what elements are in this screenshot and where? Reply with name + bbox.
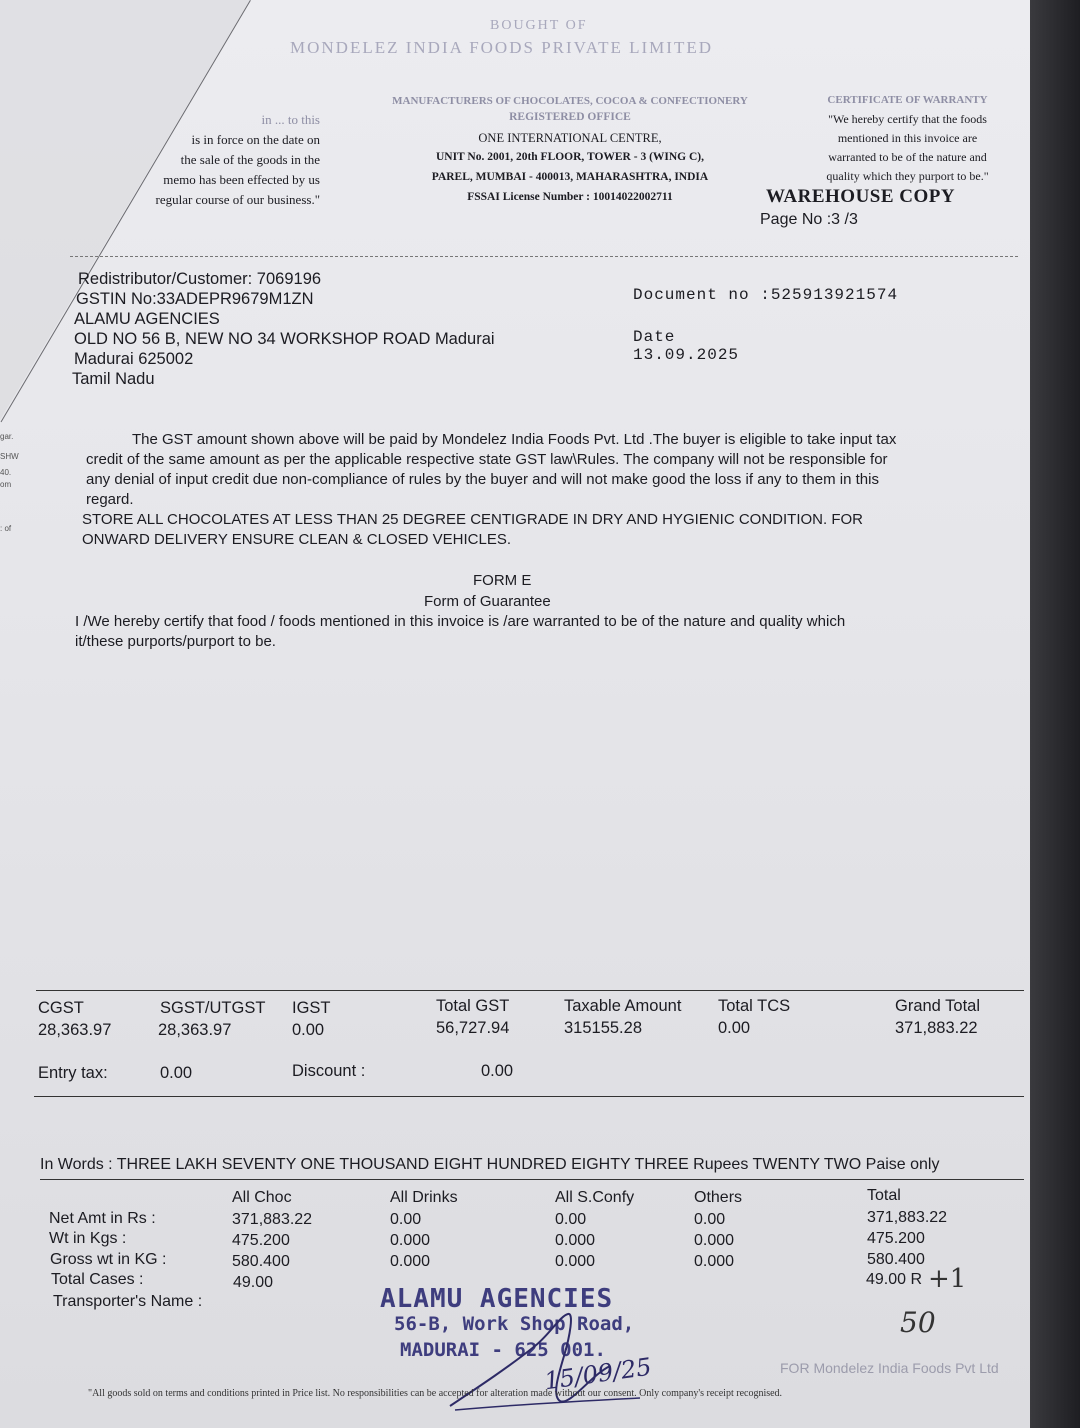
customer-gstin: GSTIN No:33ADEPR9679M1ZN [76, 290, 314, 308]
unit-line: UNIT No. 2001, 20th FLOOR, TOWER - 3 (WING C), [435, 151, 705, 163]
summary-cell: 0.000 [555, 1253, 596, 1270]
summary-cell: 0.000 [694, 1253, 735, 1270]
transporter-label: Transporter's Name : [53, 1293, 203, 1310]
summary-cell: 371,883.22 [232, 1211, 313, 1228]
header-total-gst: Total GST [436, 997, 510, 1015]
warranty-line: warranted to be of the nature and [828, 150, 987, 164]
warranty-left-line: is in force on the date on [191, 132, 320, 147]
value-sgst: 28,363.97 [158, 1021, 232, 1039]
cropped-margin-text: om [0, 480, 12, 489]
summary-col-header: All S.Confy [555, 1189, 635, 1206]
summary-cell: 371,883.22 [867, 1209, 948, 1226]
summary-row-label: Wt in Kgs : [49, 1230, 127, 1247]
storage-note-line: ONWARD DELIVERY ENSURE CLEAN & CLOSED VEHICLES. [82, 531, 512, 548]
amount-in-words: In Words : THREE LAKH SEVENTY ONE THOUSAND EIGHT HUNDRED EIGHTY THREE Rupees TWENTY TWO Paise only [40, 1156, 940, 1173]
guarantee-line: I /We hereby certify that food / foods mentioned in this invoice is /are warranted to be of the nature and quality which [75, 613, 846, 630]
summary-cell: 580.400 [232, 1253, 290, 1270]
summary-cell: 475.200 [232, 1232, 290, 1249]
customer-state: Tamil Nadu [72, 370, 155, 388]
cropped-margin-text: gar. [0, 432, 14, 441]
summary-col-header: All Drinks [390, 1189, 458, 1206]
value-grand-total: 371,883.22 [895, 1019, 978, 1037]
stamp-name: ALAMU AGENCIES [380, 1284, 614, 1314]
cropped-margin-text: : of [0, 524, 12, 533]
header-cgst: CGST [38, 999, 84, 1017]
summary-cell: 0.00 [390, 1211, 422, 1228]
discount-value: 0.00 [481, 1062, 514, 1080]
header-tcs: Total TCS [718, 997, 791, 1015]
totals-top-rule [36, 990, 1024, 991]
summary-cell: 0.00 [555, 1211, 587, 1228]
warranty-left-line: the sale of the goods in the [180, 152, 320, 167]
summary-row-label: Total Cases : [51, 1271, 144, 1288]
header-grand-total: Grand Total [895, 997, 980, 1015]
customer-name: ALAMU AGENCIES [74, 310, 220, 328]
handwritten-plus: +1 [928, 1264, 967, 1294]
summary-cell: 0.00 [694, 1211, 726, 1228]
summary-row-label: Net Amt in Rs : [49, 1210, 156, 1227]
header-sgst: SGST/UTGST [160, 999, 266, 1017]
summary-cell: 0.000 [555, 1232, 596, 1249]
header-divider [70, 256, 1018, 257]
warranty-left-line: in ... to this [261, 112, 320, 127]
gst-note [86, 430, 1016, 510]
header-igst: IGST [292, 999, 331, 1017]
cropped-margin-text: SHW [0, 452, 19, 461]
customer-address-line: OLD NO 56 B, NEW NO 34 WORKSHOP ROAD Madurai [74, 330, 495, 348]
page-number: Page No :3 /3 [760, 211, 858, 228]
registered-office-line: REGISTERED OFFICE [509, 111, 631, 123]
summary-col-header: All Choc [232, 1189, 292, 1206]
entry-tax-label: Entry tax: [38, 1064, 108, 1082]
warranty-line: "We hereby certify that the foods [828, 112, 987, 126]
bought-of-line: BOUGHT OF [490, 18, 588, 33]
customer-address-line: Madurai 625002 [74, 350, 194, 368]
discount-label: Discount : [292, 1062, 366, 1080]
company-name: MONDELEZ INDIA FOODS PRIVATE LIMITED [290, 38, 714, 57]
summary-col-header: Others [694, 1189, 743, 1206]
header-taxable: Taxable Amount [564, 997, 682, 1015]
value-tcs: 0.00 [718, 1019, 751, 1037]
warranty-title: CERTIFICATE OF WARRANTY [827, 94, 988, 106]
copy-label: WAREHOUSE COPY [766, 186, 956, 207]
words-rule [40, 1179, 1024, 1180]
manufacturers-line: MANUFACTURERS OF CHOCOLATES, COCOA & CONFECTIONERY [392, 95, 748, 107]
gst-note-line: any denial of input credit due non-compliance of rules by the buyer and will not make good the loss if any to them in this [86, 471, 879, 488]
storage-note-line: STORE ALL CHOCOLATES AT LESS THAN 25 DEGREE CENTIGRADE IN DRY AND HYGIENIC CONDITION. FOR [82, 511, 864, 528]
form-subtitle: Form of Guarantee [424, 593, 551, 610]
entry-tax-value: 0.00 [160, 1064, 193, 1082]
summary-cell: 475.200 [867, 1230, 925, 1247]
summary-cell: 0.000 [390, 1253, 431, 1270]
date-label: Date [633, 328, 676, 346]
document-number: Document no :525913921574 [633, 286, 899, 304]
summary-cell: 0.000 [694, 1232, 735, 1249]
summary-row-label: Gross wt in KG : [50, 1251, 167, 1268]
guarantee-line: it/these purports/purport to be. [75, 633, 276, 650]
stamp-address-line: MADURAI - 625 001. [400, 1339, 606, 1361]
background-edge [1030, 0, 1080, 1428]
summary-cell: 49.00 R [866, 1271, 923, 1288]
building-line: ONE INTERNATIONAL CENTRE, [478, 131, 662, 145]
document-date: 13.09.2025 [633, 346, 740, 364]
summary-col-header: Total [867, 1187, 901, 1204]
footer-terms: "All goods sold on terms and conditions printed in Price list. No responsibilities can be accepted for alteration made without our consent. Only company's receipt recognised. [88, 1388, 783, 1399]
warranty-left-line: memo has been effected by us [163, 172, 320, 187]
handwritten-total: 50 [900, 1306, 936, 1339]
value-cgst: 28,363.97 [38, 1021, 112, 1039]
value-total-gst: 56,727.94 [436, 1019, 510, 1037]
gst-note-line: The GST amount shown above will be paid by Mondelez India Foods Pvt. Ltd .The buyer is eligible to take input tax [132, 431, 897, 448]
guarantee-text [75, 612, 1015, 652]
summary-cell: 580.400 [867, 1251, 925, 1268]
handwritten-date: 15/09/25 [542, 1352, 654, 1396]
fssai-line: FSSAI License Number : 10014022002711 [467, 191, 673, 203]
totals-bottom-rule [34, 1096, 1024, 1097]
storage-note [82, 510, 1017, 550]
summary-cell: 49.00 [233, 1274, 274, 1291]
warranty-left-line: regular course of our business." [155, 192, 320, 207]
warranty-line: mentioned in this invoice are [837, 131, 978, 145]
gst-note-line: credit of the same amount as per the applicable respective state GST law\Rules. The company will not be responsible for [86, 451, 888, 468]
form-title: FORM E [473, 572, 532, 589]
summary-cell: 0.000 [390, 1232, 431, 1249]
stamp-address-line: 56-B, Work Shop Road, [394, 1313, 635, 1335]
signature-scribble [440, 1306, 660, 1416]
customer-id: Redistributor/Customer: 7069196 [78, 270, 322, 288]
warranty-line: quality which they purport to be." [826, 169, 989, 183]
value-taxable: 315155.28 [564, 1019, 642, 1037]
gst-note-line: regard. [86, 491, 134, 508]
signature-block: FOR Mondelez India Foods Pvt Ltd [780, 1360, 999, 1376]
cropped-margin-text: 40. [0, 468, 12, 477]
value-igst: 0.00 [292, 1021, 325, 1039]
city-line: PAREL, MUMBAI - 400013, MAHARASHTRA, INDIA [431, 171, 709, 183]
